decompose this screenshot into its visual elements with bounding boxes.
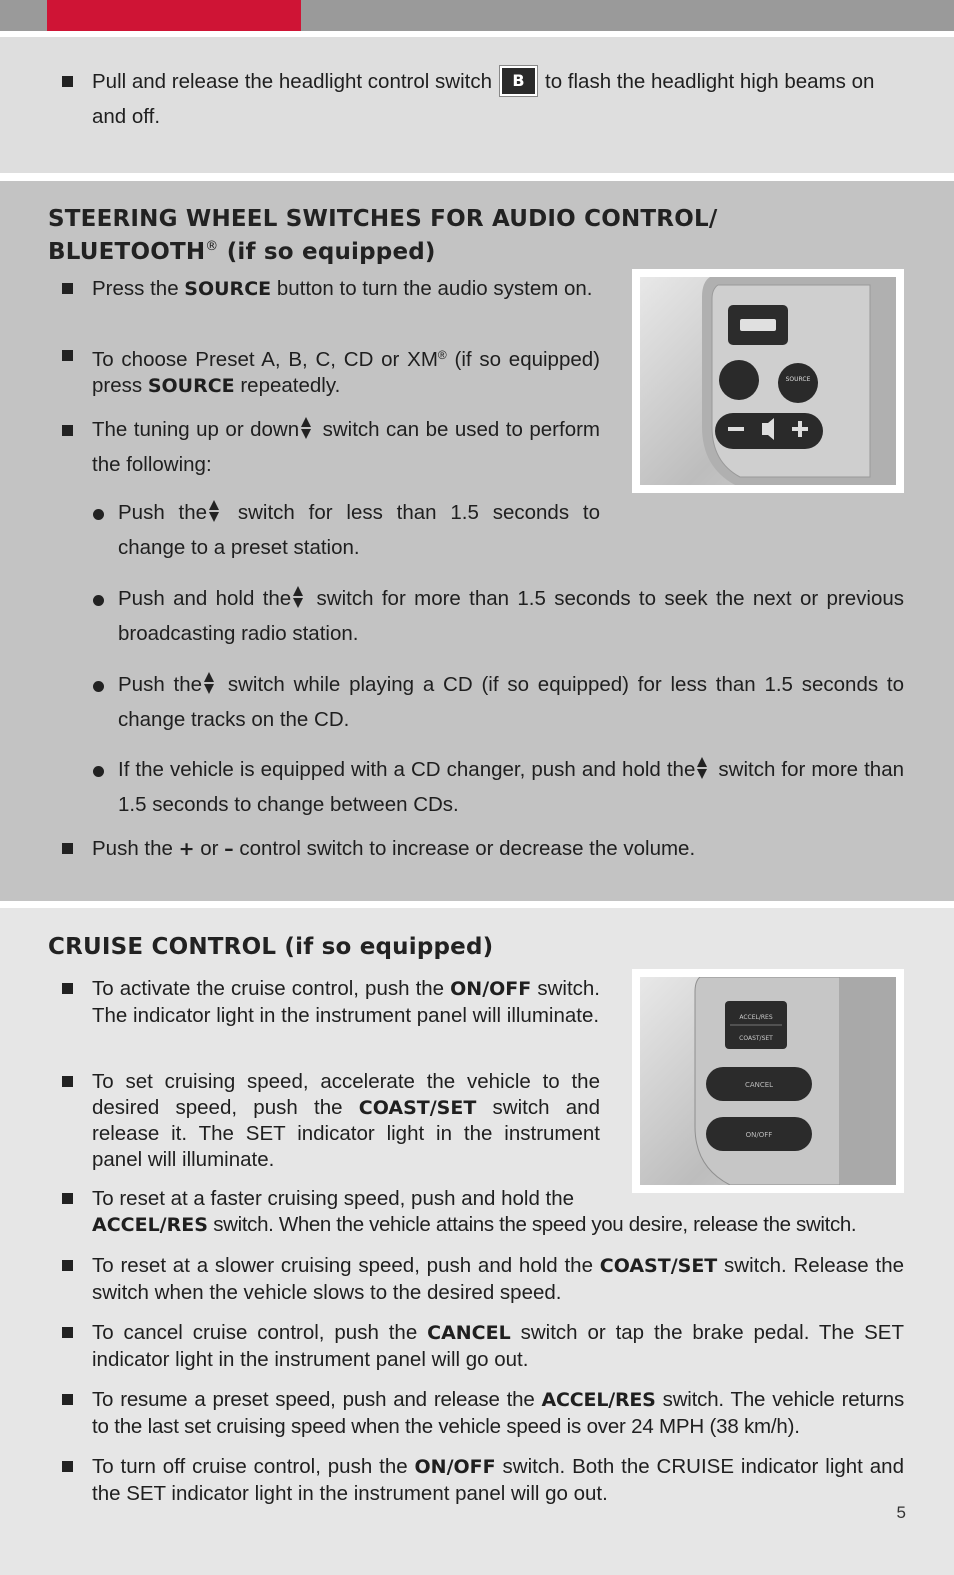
item-text: Press the	[92, 277, 185, 300]
bullet-square	[62, 1260, 73, 1271]
cruise-section-title: CRUISE CONTROL (if so equipped)	[48, 934, 494, 960]
item-text: switch can be used to perform the following:	[92, 418, 600, 476]
audio-sub-cd-tracks	[118, 667, 904, 737]
tuning-arrows-icon	[208, 498, 220, 524]
cruise-item-set	[92, 1069, 600, 1172]
audio-sub-seek	[118, 581, 904, 651]
item-text: switch for more than 1.5 seconds to seek the next or previous broadcasting radio station.	[118, 587, 904, 645]
item-text: To set cruising speed, accelerate the vehicle to the desired speed, push the	[92, 1070, 600, 1119]
item-bold: SOURCE	[184, 278, 272, 300]
item-bold: ON/OFF	[450, 978, 532, 1000]
bullet-square	[62, 425, 73, 436]
item-text: switch and release it. The SET indicator light in the instrument panel will illuminate.	[92, 1095, 600, 1171]
bullet-square	[62, 1394, 73, 1405]
audio-switch-illustration	[640, 277, 896, 485]
switch-b-key-icon: B	[500, 66, 537, 96]
item-text: and off.	[92, 105, 161, 128]
title-line: BLUETOOTH	[48, 239, 206, 265]
item-text: To reset at a slower cruising speed, push and hold the	[92, 1254, 600, 1277]
item-text: switch. When the vehicle attains the speed you desire, release the switch.	[207, 1212, 857, 1236]
item-bold: ACCEL/RES	[541, 1389, 656, 1411]
bullet-square	[62, 843, 73, 854]
photo-source-label: SOURCE	[785, 376, 811, 383]
photo-frame	[640, 977, 896, 1185]
bullet-dot	[93, 766, 104, 777]
bullet-square	[62, 350, 73, 361]
tuning-arrows-icon	[203, 670, 215, 696]
headlight-flash-item	[92, 64, 904, 134]
cruise-switch-photo	[632, 969, 904, 1193]
item-text: switch. The indicator light in the instrument panel will illuminate.	[92, 977, 600, 1027]
item-text: Push and hold the	[118, 587, 292, 610]
item-text: switch for more than 1.5 seconds to change between CDs.	[118, 758, 904, 816]
item-text: Push the	[92, 837, 179, 860]
item-text: To turn off cruise control, push the	[92, 1455, 415, 1478]
item-text: Push the	[118, 501, 208, 524]
item-text: control switch to increase or decrease the volume.	[233, 837, 696, 860]
cruise-item-faster	[92, 1186, 904, 1238]
item-text: (if so equipped) press	[92, 348, 600, 397]
audio-item-tuning	[92, 412, 600, 482]
item-text: switch. Both the CRUISE indicator light and the SET indicator light in the instrument panel will go out.	[92, 1455, 904, 1505]
audio-sub-preset	[118, 495, 600, 565]
item-text: To activate the cruise control, push the	[92, 977, 451, 1000]
item-text: repeatedly.	[234, 373, 341, 397]
bullet-square	[62, 1327, 73, 1338]
page-number: 5	[896, 1503, 906, 1522]
cruise-item-slower	[92, 1253, 904, 1305]
audio-sub-cd-changer	[118, 752, 904, 822]
item-text: switch while playing a CD (if so equipped) for less than 1.5 seconds to change tracks on the CD.	[118, 673, 905, 731]
bullet-square	[62, 983, 73, 994]
item-text: To resume a preset speed, push and release the	[92, 1388, 542, 1411]
item-text: The tuning up or down	[92, 418, 300, 441]
audio-switch-photo	[632, 269, 904, 493]
title-line: STEERING WHEEL SWITCHES FOR AUDIO CONTROL/	[48, 206, 718, 232]
item-bold: ACCEL/RES	[92, 1213, 208, 1236]
title-line: (if so equipped)	[218, 239, 436, 265]
tuning-arrows-icon	[300, 415, 312, 441]
bullet-dot	[93, 595, 104, 606]
tuning-arrows-icon	[696, 755, 708, 781]
audio-section-title	[48, 205, 717, 266]
bullet-dot	[93, 681, 104, 692]
audio-item-preset	[92, 343, 600, 399]
section-tab	[47, 0, 301, 31]
item-text: or	[194, 837, 225, 860]
item-text: To choose Preset A, B, C, CD or XM	[92, 348, 438, 371]
bullet-square	[62, 1193, 73, 1204]
item-text: To cancel cruise control, push the	[92, 1321, 428, 1344]
cruise-item-resume	[92, 1387, 904, 1439]
item-text: switch. The vehicle returns to the last set cruising speed when the vehicle speed is over 24 MPH (38 km/h).	[92, 1388, 905, 1438]
audio-item-source	[92, 276, 600, 303]
cruise-item-activate	[92, 976, 600, 1028]
registered-mark: ®	[205, 239, 219, 254]
tuning-arrows-icon	[292, 584, 304, 610]
item-text: If the vehicle is equipped with a CD changer, push and hold the	[118, 758, 696, 781]
photo-accel-label: ACCEL/RES	[739, 1014, 773, 1021]
item-text: button to turn the audio system on.	[271, 277, 593, 300]
audio-item-volume	[92, 836, 904, 863]
bullet-dot	[93, 509, 104, 520]
cruise-item-cancel	[92, 1320, 904, 1372]
item-text: to flash the headlight high beams on	[545, 70, 875, 93]
item-text: Pull and release the headlight control switch	[92, 70, 492, 93]
cruise-switch-illustration	[640, 977, 896, 1185]
item-bold: +	[178, 838, 195, 860]
item-text: Push the	[118, 673, 203, 696]
bullet-square	[62, 76, 73, 87]
item-text: switch for less than 1.5 seconds to change to a preset station.	[118, 501, 600, 559]
photo-frame	[640, 277, 896, 485]
item-text: switch. Release the switch when the vehicle slows to the desired speed.	[92, 1254, 904, 1304]
photo-onoff-label: ON/OFF	[745, 1131, 773, 1139]
photo-cancel-label: CANCEL	[744, 1081, 774, 1089]
item-text: To reset at a faster cruising speed, push and hold the	[92, 1187, 575, 1210]
item-bold: –	[224, 838, 234, 860]
cruise-item-off	[92, 1454, 904, 1506]
bullet-square	[62, 1076, 73, 1087]
item-bold: COAST/SET	[358, 1096, 477, 1119]
bullet-square	[62, 1461, 73, 1472]
item-bold: ON/OFF	[414, 1456, 496, 1478]
item-bold: CANCEL	[427, 1322, 511, 1344]
bullet-square	[62, 283, 73, 294]
photo-coast-label: COAST/SET	[739, 1035, 773, 1042]
item-text: switch or tap the brake pedal. The SET indicator light in the instrument panel will go out.	[92, 1321, 904, 1371]
registered-mark: ®	[437, 348, 447, 362]
item-bold: COAST/SET	[599, 1255, 718, 1277]
item-bold: SOURCE	[147, 374, 235, 397]
